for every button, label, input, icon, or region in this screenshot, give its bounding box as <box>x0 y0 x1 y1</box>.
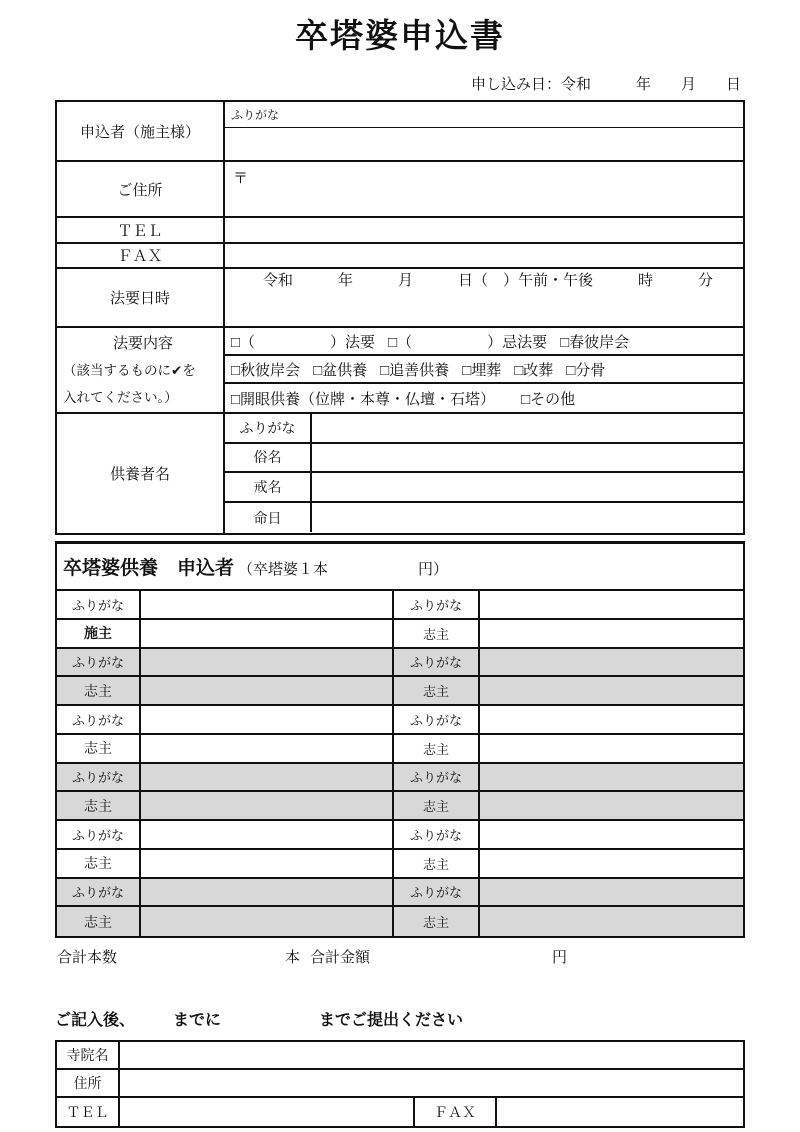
sotoba-furigana-row <box>57 821 743 850</box>
memorial-meinichi-row <box>225 503 743 533</box>
temple-name-field[interactable] <box>120 1042 743 1068</box>
temple-fax-field[interactable] <box>497 1098 743 1126</box>
name-field-left[interactable] <box>141 620 394 647</box>
totals-line <box>55 938 745 967</box>
sotoba-name-row <box>57 735 743 764</box>
postal-mark: 〒 <box>233 170 249 187</box>
furigana-label: ふりがな <box>57 591 141 618</box>
sotoba-furigana-row <box>57 879 743 908</box>
temple-tel-label: ＴＥＬ <box>57 1098 120 1126</box>
memorial-person-subtable <box>225 414 743 533</box>
sotoba-name-row <box>57 792 743 821</box>
temple-tel-fax-row <box>57 1098 743 1126</box>
application-date-line: 申し込み日：令和 年 月 日 <box>470 76 741 93</box>
ceremony-date-row <box>57 269 743 328</box>
checkbox-option-hoyo[interactable]: □（ ）法要 <box>231 333 376 351</box>
checkbox-option-sonota[interactable]: □その他 <box>521 390 576 408</box>
memorial-furigana-field[interactable] <box>312 414 743 442</box>
shishu-label: 志主 <box>57 735 141 762</box>
ceremony-date-field[interactable]: 令和 年 月 日（ ）午前・午後 時 分 <box>262 272 713 289</box>
sotoba-name-row <box>57 677 743 706</box>
temple-address-label: 住所 <box>57 1070 120 1096</box>
memorial-kaimyo-label: 戒名 <box>225 473 312 501</box>
sotoba-header-title: 卒塔婆供養 申込者 <box>63 558 235 579</box>
fax-label: ＦＡＸ <box>57 244 225 267</box>
total-amount-unit: 円 <box>552 949 568 966</box>
temple-name-label: 寺院名 <box>57 1042 120 1068</box>
sotoba-header-price-note: （卒塔婆１本 円） <box>238 560 449 578</box>
furigana-field-right[interactable] <box>480 706 743 733</box>
total-count-unit: 本 <box>285 949 301 966</box>
memorial-furigana-row <box>225 414 743 444</box>
furigana-field-left[interactable] <box>141 821 394 848</box>
name-field-right[interactable] <box>480 735 743 762</box>
name-field-left[interactable] <box>141 792 394 819</box>
temple-address-field[interactable] <box>120 1070 743 1096</box>
furigana-label: ふりがな <box>57 764 141 791</box>
memorial-zokumyo-label: 俗名 <box>225 444 312 472</box>
memorial-meinichi-label: 命日 <box>225 503 312 533</box>
name-field-right[interactable] <box>480 792 743 819</box>
shishu-label: 志主 <box>57 677 141 704</box>
furigana-label: ふりがな <box>57 649 141 676</box>
applicant-name-field[interactable] <box>225 128 743 160</box>
applicant-row <box>57 102 743 162</box>
sotoba-furigana-row <box>57 649 743 678</box>
temple-tel-field[interactable] <box>120 1098 415 1126</box>
ceremony-content-row <box>57 328 743 414</box>
memorial-zokumyo-field[interactable] <box>312 444 743 472</box>
tel-label: ＴＥＬ <box>57 218 225 242</box>
ceremony-options-row2 <box>225 356 743 384</box>
ceremony-options-row1 <box>225 328 743 356</box>
furigana-label: ふりがな <box>394 764 480 791</box>
furigana-field-left[interactable] <box>141 706 394 733</box>
submission-note <box>55 1007 745 1030</box>
furigana-label: ふりがな <box>57 706 141 733</box>
name-field-left[interactable] <box>141 677 394 704</box>
checkbox-option-tsuizenkuyo[interactable]: □追善供養 <box>380 361 450 379</box>
shishu-label: 志主 <box>394 907 480 936</box>
content-label-line1: 法要内容 <box>112 335 173 353</box>
shishu-label: 志主 <box>57 792 141 819</box>
name-field-right[interactable] <box>480 620 743 647</box>
sotoba-furigana-row <box>57 706 743 735</box>
name-field-left[interactable] <box>141 735 394 762</box>
memorial-person-label: 供養者名 <box>57 414 225 533</box>
sotoba-name-row <box>57 907 743 936</box>
content-label-line2: （該当するものに✔を <box>63 363 196 379</box>
shishu-label: 志主 <box>394 792 480 819</box>
note-part3: までご提出ください <box>319 1012 464 1029</box>
furigana-label: ふりがな <box>57 879 141 906</box>
shishu-label: 志主 <box>394 850 480 877</box>
sotoba-section <box>55 541 745 938</box>
shishu-label: 志主 <box>57 907 141 936</box>
memorial-zokumyo-row <box>225 444 743 474</box>
furigana-field-left[interactable] <box>141 591 394 618</box>
address-field[interactable] <box>225 162 743 216</box>
temple-name-row <box>57 1042 743 1070</box>
temple-fax-label: ＦＡＸ <box>415 1098 497 1126</box>
shishu-label: 志主 <box>394 620 480 647</box>
checkbox-option-bonkuyo[interactable]: □盆供養 <box>313 361 368 379</box>
checkbox-option-akihigane[interactable]: □秋彼岸会 <box>231 361 301 379</box>
shishu-label: 志主 <box>57 850 141 877</box>
checkbox-option-maiso[interactable]: □埋葬 <box>462 361 502 379</box>
checkbox-option-kihoyo[interactable]: □（ ）忌法要 <box>388 333 548 351</box>
sotoba-furigana-row <box>57 591 743 620</box>
seshu-label: 施主 <box>57 620 141 647</box>
furigana-field-right[interactable] <box>480 821 743 848</box>
sotoba-name-row <box>57 620 743 649</box>
applicant-table <box>55 100 745 535</box>
furigana-label: ふりがな <box>225 102 743 128</box>
total-count-label: 合計本数 <box>57 949 118 966</box>
furigana-label: ふりがな <box>394 879 480 906</box>
shishu-label: 志主 <box>394 677 480 704</box>
memorial-person-row <box>57 414 743 533</box>
temple-address-row <box>57 1070 743 1098</box>
fax-row <box>57 244 743 269</box>
note-part2: までに <box>173 1012 222 1029</box>
furigana-field-right[interactable] <box>480 591 743 618</box>
ceremony-options-row3 <box>225 384 743 412</box>
furigana-field-left[interactable] <box>141 764 394 791</box>
note-part1: ご記入後、 <box>55 1012 136 1029</box>
ceremony-content-label <box>57 328 225 412</box>
tel-row <box>57 218 743 244</box>
sotoba-furigana-row <box>57 764 743 793</box>
furigana-field-right[interactable] <box>480 879 743 906</box>
content-label-line3: 入れてください。） <box>63 389 178 405</box>
furigana-label: ふりがな <box>394 649 480 676</box>
tel-field[interactable] <box>225 218 743 242</box>
sotoba-section-header <box>57 544 743 591</box>
name-field-left[interactable] <box>141 850 394 877</box>
sotoba-name-row <box>57 850 743 879</box>
furigana-label: ふりがな <box>394 706 480 733</box>
furigana-field-left[interactable] <box>141 649 394 676</box>
total-amount-label: 合計金額 <box>310 949 371 966</box>
name-field-right[interactable] <box>480 850 743 877</box>
furigana-field-right[interactable] <box>480 764 743 791</box>
temple-table <box>55 1040 745 1128</box>
fax-field[interactable] <box>225 244 743 267</box>
furigana-label: ふりがな <box>394 591 480 618</box>
address-row <box>57 162 743 218</box>
ceremony-options <box>225 328 743 412</box>
ceremony-date-label: 法要日時 <box>57 269 225 326</box>
memorial-kaimyo-field[interactable] <box>312 473 743 501</box>
shishu-label: 志主 <box>394 735 480 762</box>
name-field-left[interactable] <box>141 907 394 936</box>
checkbox-option-bunkotsu[interactable]: □分骨 <box>566 361 606 379</box>
furigana-field-left[interactable] <box>141 879 394 906</box>
form-title: 卒塔婆申込書 <box>295 17 505 54</box>
applicant-cell <box>225 102 743 160</box>
memorial-meinichi-field[interactable] <box>312 503 743 533</box>
memorial-furigana-label: ふりがな <box>225 414 312 442</box>
address-label: ご住所 <box>57 162 225 216</box>
checkbox-option-kaigenkuyo[interactable]: □開眼供養（位牌・本尊・仏壇・石塔） <box>231 390 496 408</box>
furigana-label: ふりがな <box>394 821 480 848</box>
applicant-label: 申込者（施主様） <box>57 102 225 160</box>
furigana-field-right[interactable] <box>480 649 743 676</box>
checkbox-option-haruhigane[interactable]: □春彼岸会 <box>560 333 630 351</box>
name-field-right[interactable] <box>480 677 743 704</box>
furigana-label: ふりがな <box>57 821 141 848</box>
checkbox-option-kaiso[interactable]: □改葬 <box>514 361 554 379</box>
name-field-right[interactable] <box>480 907 743 936</box>
memorial-kaimyo-row <box>225 473 743 503</box>
